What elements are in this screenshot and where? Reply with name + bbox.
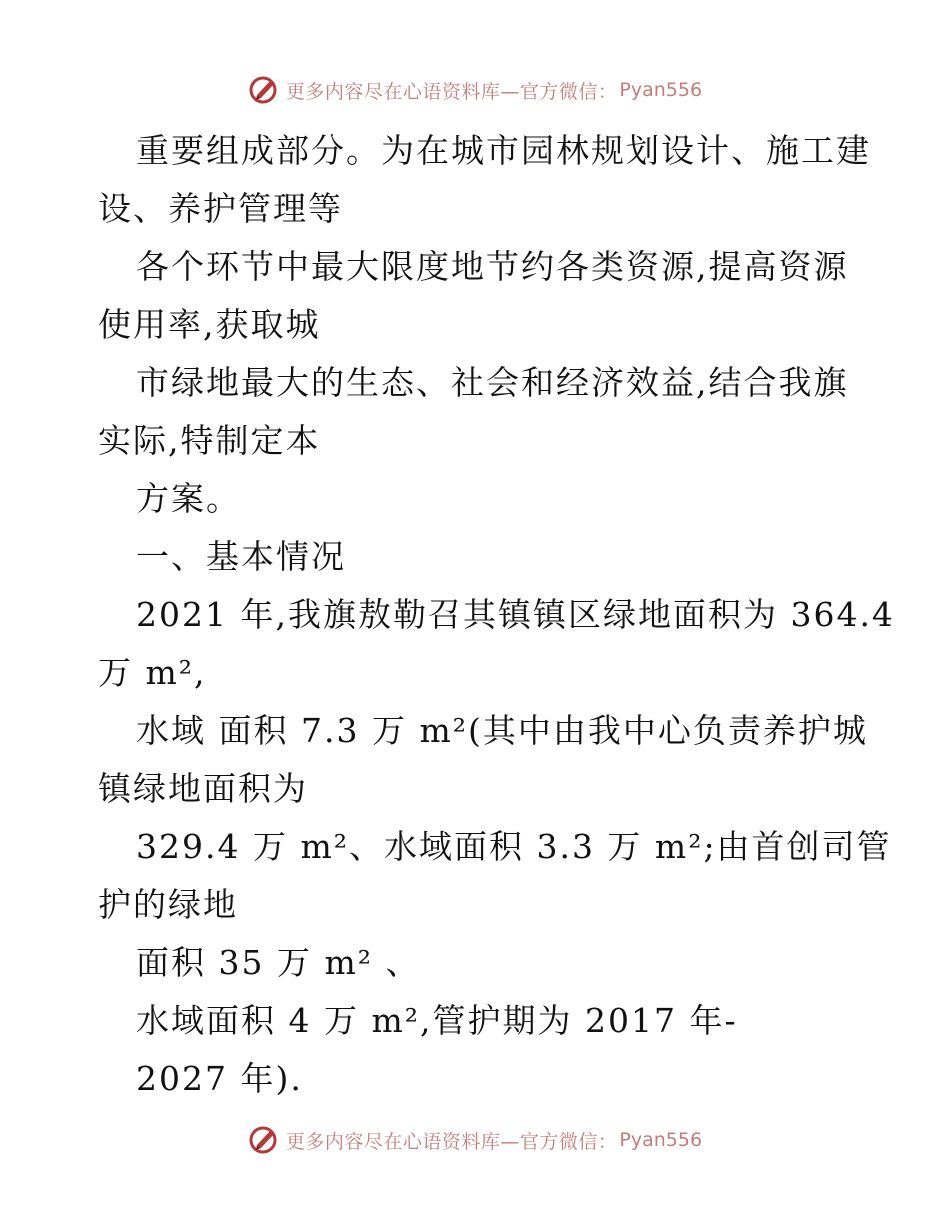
text-line-12: 镇绿地面积为: [98, 769, 308, 808]
text-line-11: 水域 面积 7.3 万 m²(其中由我中心负责养护城: [136, 711, 868, 750]
text-line-16: 水域面积 4 万 m²,管护期为 2017 年-: [136, 1001, 738, 1040]
watermark-text-cn: 更多内容尽在心语资料库—官方微信：: [285, 1130, 618, 1153]
text-line-15: 面积 35 万 m² 、: [136, 943, 421, 982]
header-watermark: [0, 72, 950, 108]
footer-watermark: [0, 1122, 950, 1158]
text-line-4: 使用率,获取城: [98, 305, 321, 344]
section-heading: 一、基本情况: [136, 537, 346, 576]
text-line-10: 万 m²,: [98, 653, 207, 692]
document-body: [98, 122, 895, 1108]
text-line-17: 2027 年).: [136, 1059, 303, 1098]
pen-circle-logo-icon: [248, 75, 282, 105]
text-line-1: 重要组成部分。为在城市园林规划设计、施工建: [136, 131, 871, 170]
text-line-6: 实际,特制定本: [98, 421, 321, 460]
text-line-5: 市绿地最大的生态、社会和经济效益,结合我旗: [136, 363, 849, 402]
text-line-9: 2021 年,我旗敖勒召其镇镇区绿地面积为 364.4: [136, 595, 895, 634]
text-line-3: 各个环节中最大限度地节约各类资源,提高资源: [136, 247, 849, 286]
watermark-text-en: Pyan556: [619, 1129, 703, 1151]
text-line-7: 方案。: [136, 479, 241, 518]
watermark-text-cn: 更多内容尽在心语资料库—官方微信：: [285, 80, 618, 103]
text-line-14: 护的绿地: [98, 885, 238, 924]
pen-circle-logo-icon: [248, 1125, 282, 1155]
watermark-text-en: Pyan556: [619, 79, 703, 101]
text-line-13: 329.4 万 m²、水域面积 3.3 万 m²;由首创司管: [136, 827, 892, 866]
text-line-2: 设、养护管理等: [98, 189, 343, 228]
